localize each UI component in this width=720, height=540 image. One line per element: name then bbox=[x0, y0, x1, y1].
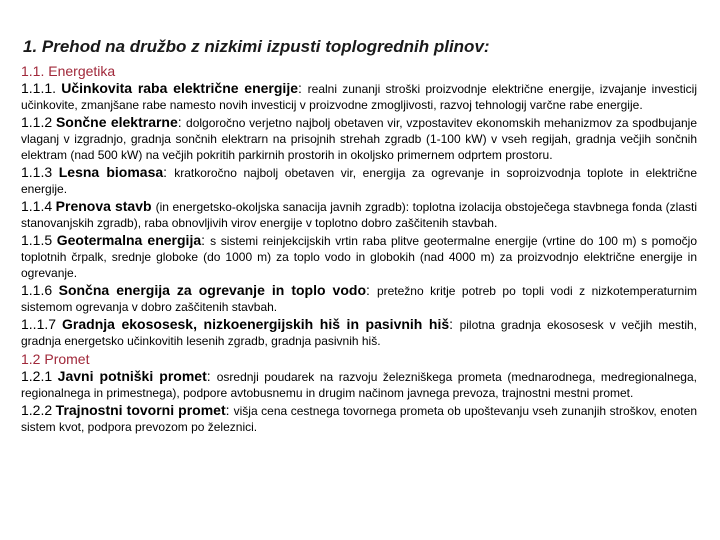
item-text: pilotna gradnja ekososesk v večjih mestih, gradnja energetsko učinkovitih lesenih zgradb, gradnja pasivnih hiš. bbox=[21, 318, 697, 348]
item-label: Sončne elektrarne bbox=[55, 114, 178, 130]
slide-title: 1. Prehod na družbo z nizkimi izpusti toplogrednih plinov: bbox=[23, 37, 490, 56]
list-item: 1.1.1. Učinkovita raba električne energije: realni zunanji stroški proizvodnje električne energije, izvajanje investicij učinkovite, zmanjšane rabe namesto novih investicij v proizvodne zmogljivosti, razvoj tehnologij varčne rabe energije. bbox=[21, 80, 698, 112]
item-number: 1.1.6 bbox=[21, 282, 53, 298]
item-number: 1.2.1 bbox=[21, 368, 53, 384]
item-text: s sistemi reinjekcijskih vrtin raba plitve geotermalne energije (vrtine do 100 m) s pomočjo toplotnih črpalk, srednje globoke (do 1000 m) za toplo vodo in globokih (nad 4000 m) za proizvodnjo električne energije in ogrevanje. bbox=[21, 234, 698, 280]
list-item bbox=[21, 198, 697, 231]
list-item: 1.1.3 Lesna biomasa: kratkoročno najbolj obetaven vir, energija za ogrevanje in soproizvodnja toplote in električne energije. bbox=[21, 164, 697, 196]
item-text: (in energetsko-okoljska sanacija javnih zgradb): toplotna izolacija obstoječega stavbnega fonda (zlasti stanovanjskih zgradb), raba obnovljivih virov energije v toplotno dobro zaščitenih stavbah. bbox=[21, 200, 698, 230]
item-text: višja cena cestnega tovornega prometa ob upoštevanju vseh zunanjih stroškov, enoten sistem kvot, podpora prevozom po železnici. bbox=[21, 404, 697, 434]
section-heading-energetika: 1.1. Energetika bbox=[21, 63, 116, 79]
item-text: kratkoročno najbolj obetaven vir, energija za ogrevanje in soproizvodnja toplote in električne energije. bbox=[21, 166, 697, 196]
item-label: Prenova stavb bbox=[55, 198, 152, 214]
item-number: 1.1.4 bbox=[21, 198, 53, 214]
item-label: Trajnostni tovorni promet bbox=[55, 402, 226, 418]
item-label: Javni potniški promet bbox=[57, 368, 207, 384]
item-label: Učinkovita raba električne energije bbox=[61, 80, 298, 96]
item-number: 1.1.2 bbox=[21, 114, 53, 130]
item-label: Sončna energija za ogrevanje in toplo vodo bbox=[58, 282, 367, 298]
item-number: 1.1.3 bbox=[21, 164, 53, 180]
item-label: Gradnja ekososesk, nizkoenergijskih hiš in pasivnih hiš bbox=[62, 316, 450, 332]
item-text: pretežno kritje potreb po topli vodi z nizkotemperaturnim sistemom ogrevanja v dobro zaščitenih stavbah. bbox=[21, 284, 698, 314]
list-item: 1..1.7 Gradnja ekososesk, nizkoenergijskih hiš in pasivnih hiš: pilotna gradnja ekososesk v večjih mestih, gradnja energetsko učinkovitih lesenih zgradb, gradnja pasivnih hiš. bbox=[21, 316, 697, 348]
list-item: 1.2.2 Trajnostni tovorni promet: višja cena cestnega tovornega prometa ob upoštevanju vseh zunanjih stroškov, enoten sistem kvot, podpora prevozom po železnici. bbox=[21, 402, 697, 434]
section-heading-promet: 1.2 Promet bbox=[21, 351, 90, 367]
item-number: 1..1.7 bbox=[21, 316, 57, 332]
list-item: 1.1.5 Geotermalna energija: s sistemi reinjekcijskih vrtin raba plitve geotermalne energije (vrtine do 100 m) s pomočjo toplotnih črpalk, srednje globoke (do 1000 m) za toplo vodo in globokih (nad 4000 m) za proizvodnjo električne energije in ogrevanje. bbox=[21, 232, 698, 280]
slide-content bbox=[21, 62, 697, 436]
item-label: Geotermalna energija bbox=[56, 232, 202, 248]
item-number: 1.1.1. bbox=[21, 80, 57, 96]
list-item: 1.1.2 Sončne elektrarne: dolgoročno verjetno najbolj obetaven vir, vzpostavitev ekonomskih mehanizmov za spodbujanje vlaganj v izgradnjo, gradnja sončnih elektrarn na prisojnih strehah zgradb (1-100 kW) v vseh regijah, gradnja večjih sončnih elektram (nad 500 kW) na večjih pokritih parkirnih prostorih in okoljsko primernem odprtem prostoru. bbox=[21, 114, 698, 162]
item-number: 1.2.2 bbox=[21, 402, 53, 418]
list-item: 1.1.6 Sončna energija za ogrevanje in toplo vodo: pretežno kritje potreb po topli vodi z nizkotemperaturnim sistemom ogrevanja v dobro zaščitenih stavbah. bbox=[21, 282, 698, 314]
list-item: 1.2.1 Javni potniški promet: osrednji poudarek na razvoju železniškega prometa (mednarodnega, medregionalnega, regionalnega in primestnega), podpore avtobusnemu in drugim načinom javnega prevoza, trajnostni mestni promet. bbox=[21, 368, 697, 400]
item-text: osrednji poudarek na razvoju železniškega prometa (mednarodnega, medregionalnega, regionalnega in primestnega), podpore avtobusnemu in drugim načinom javnega prevoza, trajnostni mestni promet. bbox=[21, 370, 697, 400]
item-label: Lesna biomasa bbox=[58, 164, 164, 180]
item-text: realni zunanji stroški proizvodnje električne energije, izvajanje investicij učinkovite, zmanjšane rabe namesto novih investicij v proizvodne zmogljivosti, razvoj tehnologij varčne rabe energije. bbox=[21, 82, 698, 112]
item-text: dolgoročno verjetno najbolj obetaven vir, vzpostavitev ekonomskih mehanizmov za spodbujanje vlaganj v izgradnjo, gradnja sončnih elektrarn na prisojnih strehah zgradb (1-100 kW) v vseh regijah, gradnja večjih sončnih elektram (nad 500 kW) na večjih pokritih parkirnih prostorih in okoljsko primernem odprtem prostoru. bbox=[21, 116, 698, 162]
item-number: 1.1.5 bbox=[21, 232, 53, 248]
